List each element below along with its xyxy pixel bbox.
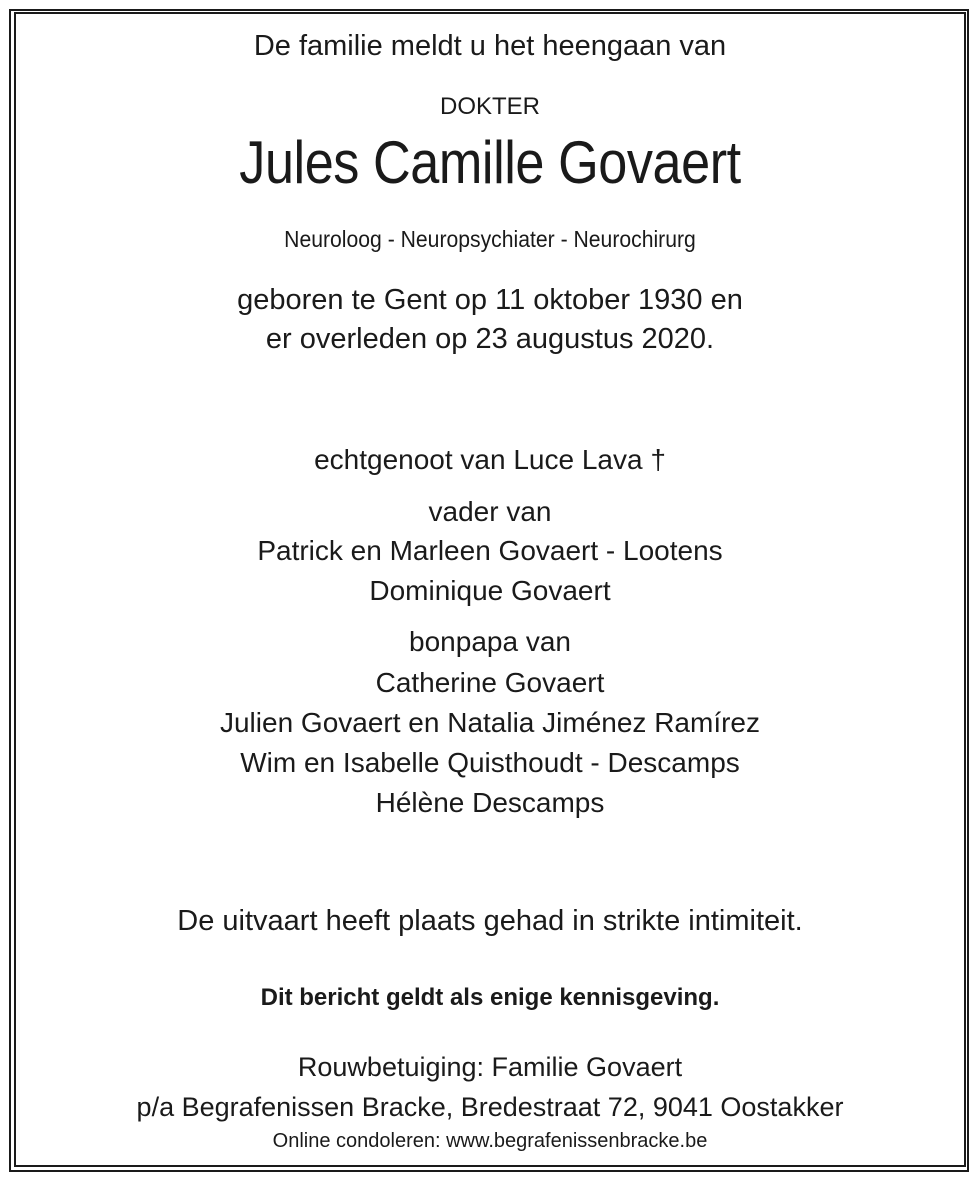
- condolence-contact: Rouwbetuiging: Familie Govaert: [297, 1052, 683, 1082]
- child-item: Patrick en Marleen Govaert - Lootens: [257, 535, 723, 566]
- online-condolence-text: Online condoleren: www.begrafenissenbracke.be: [272, 1130, 708, 1152]
- title-label: DOKTER: [439, 93, 540, 120]
- grandchild-item: Wim en Isabelle Quisthoudt - Descamps: [240, 747, 740, 778]
- profession-text: Neuroloog - Neuropsychiater - Neurochirurg: [284, 226, 696, 252]
- grandfather-label: bonpapa van: [409, 626, 571, 657]
- grandchild-item: Hélène Descamps: [375, 787, 605, 818]
- deceased-name: Jules Camille Govaert: [239, 129, 741, 196]
- condolence-address: p/a Begrafenissen Bracke, Bredestraat 72, 9041 Oostakker: [136, 1092, 844, 1122]
- grandchild-item: Catherine Govaert: [375, 667, 605, 698]
- intro-text: De familie meldt u het heengaan van: [253, 30, 727, 62]
- grandchild-item: Julien Govaert en Natalia Jiménez Ramírez: [219, 707, 760, 738]
- notice-text: Dit bericht geldt als enige kennisgeving.: [260, 984, 720, 1011]
- funeral-text: De uitvaart heeft plaats gehad in strikte intimiteit.: [177, 905, 803, 937]
- spouse-text: echtgenoot van Luce Lava †: [314, 444, 666, 475]
- child-item: Dominique Govaert: [369, 575, 611, 606]
- birth-line-1: geboren te Gent op 11 oktober 1930 en: [237, 284, 743, 316]
- father-label: vader van: [428, 496, 552, 527]
- birth-line-2: er overleden op 23 augustus 2020.: [265, 323, 715, 355]
